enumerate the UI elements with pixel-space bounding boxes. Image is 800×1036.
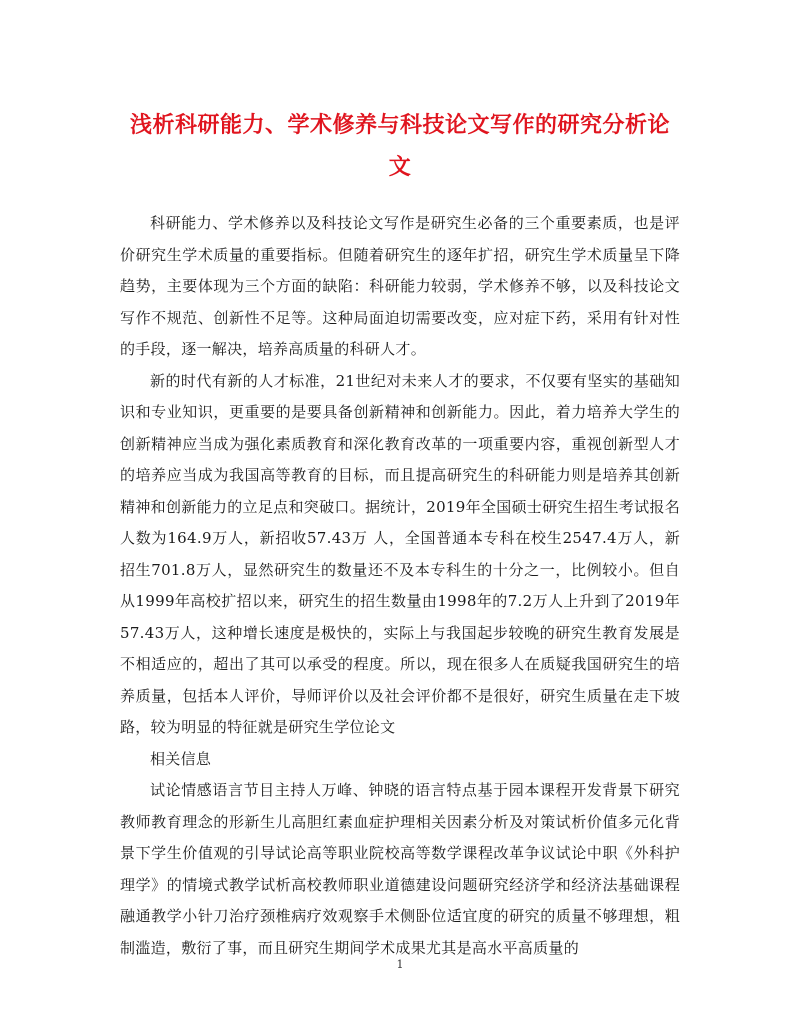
paragraph-related-heading: 相关信息 bbox=[150, 749, 212, 768]
paragraph-intro: 科研能力、学术修养以及科技论文写作是研究生必备的三个重要素质，也是评价研究生学术质量的重要指标。但随着研究生的逐年扩招，研究生学术质量呈下降趋势，主要体现为三个方面的缺陷：科研能力较弱，学术修养不够，以及科技论文写作不规范、创新性不足等。这种局面迫切需要改变，应对症下药，采用有针对性的手段，逐一解决，培养高质量的科研人才。 bbox=[120, 214, 680, 358]
page-number: 1 bbox=[396, 958, 404, 971]
paragraph-related-info: 试论情感语言节目主持人万峰、钟晓的语言特点基于园本课程开发背景下研究教师教育理念的形新生儿高胆红素血症护理相关因素分析及对策试析价值多元化背景下学生价值观的引导试论高等职业院校高等数学课程改革争议试论中职《外科护理学》的情境式教学试析高校教师职业道德建设问题研究经济学和经济法基础课程融通教学小针刀治疗颈椎病疗效观察手术侧卧位适宜度的研究的质量不够理想，粗制滥造，敷衍了事，而且研究生期间学术成果尤其是高水平高质量的 bbox=[120, 781, 680, 957]
document-title: 浅析科研能力、学术修养与科技论文写作的研究分析论文 bbox=[129, 112, 670, 180]
paragraph-statistics: 新的时代有新的人才标准，21世纪对未来人才的要求，不仅要有坚实的基础知识和专业知识，更重要的是要具备创新精神和创新能力。因此，着力培养大学生的创新精神应当成为强化素质教育和深化教育改革的一项重要内容，重视创新型人才的培养应当成为我国高等教育的目标，而且提高研究生的科研能力则是培养其创新精神和创新能力的立足点和突破口。据统计，2019年全国硕士研究生招生考试报名人数为164.9万人，新招收57.43万 人，全国普通本专科在校生2547.4万人，新招生701.8万人，显然研究生的数量还不及本专科生的十分之一，比例较小。但自从1999年高校扩招以来，研究生的招生数量由1998年的7.2万人上升到了2019年57.43万人，这种增长速度是极快的，实际上与我国起步较晚的研究生教育发展是不相适应的，超出了其可以承受的程度。所以，现在很多人在质疑我国研究生的培养质量，包括本人评价，导师评价以及社会评价都不是很好，研究生质量在走下坡路，较为明显的特征就是研究生学位论文 bbox=[120, 371, 680, 736]
document-body bbox=[120, 208, 680, 964]
